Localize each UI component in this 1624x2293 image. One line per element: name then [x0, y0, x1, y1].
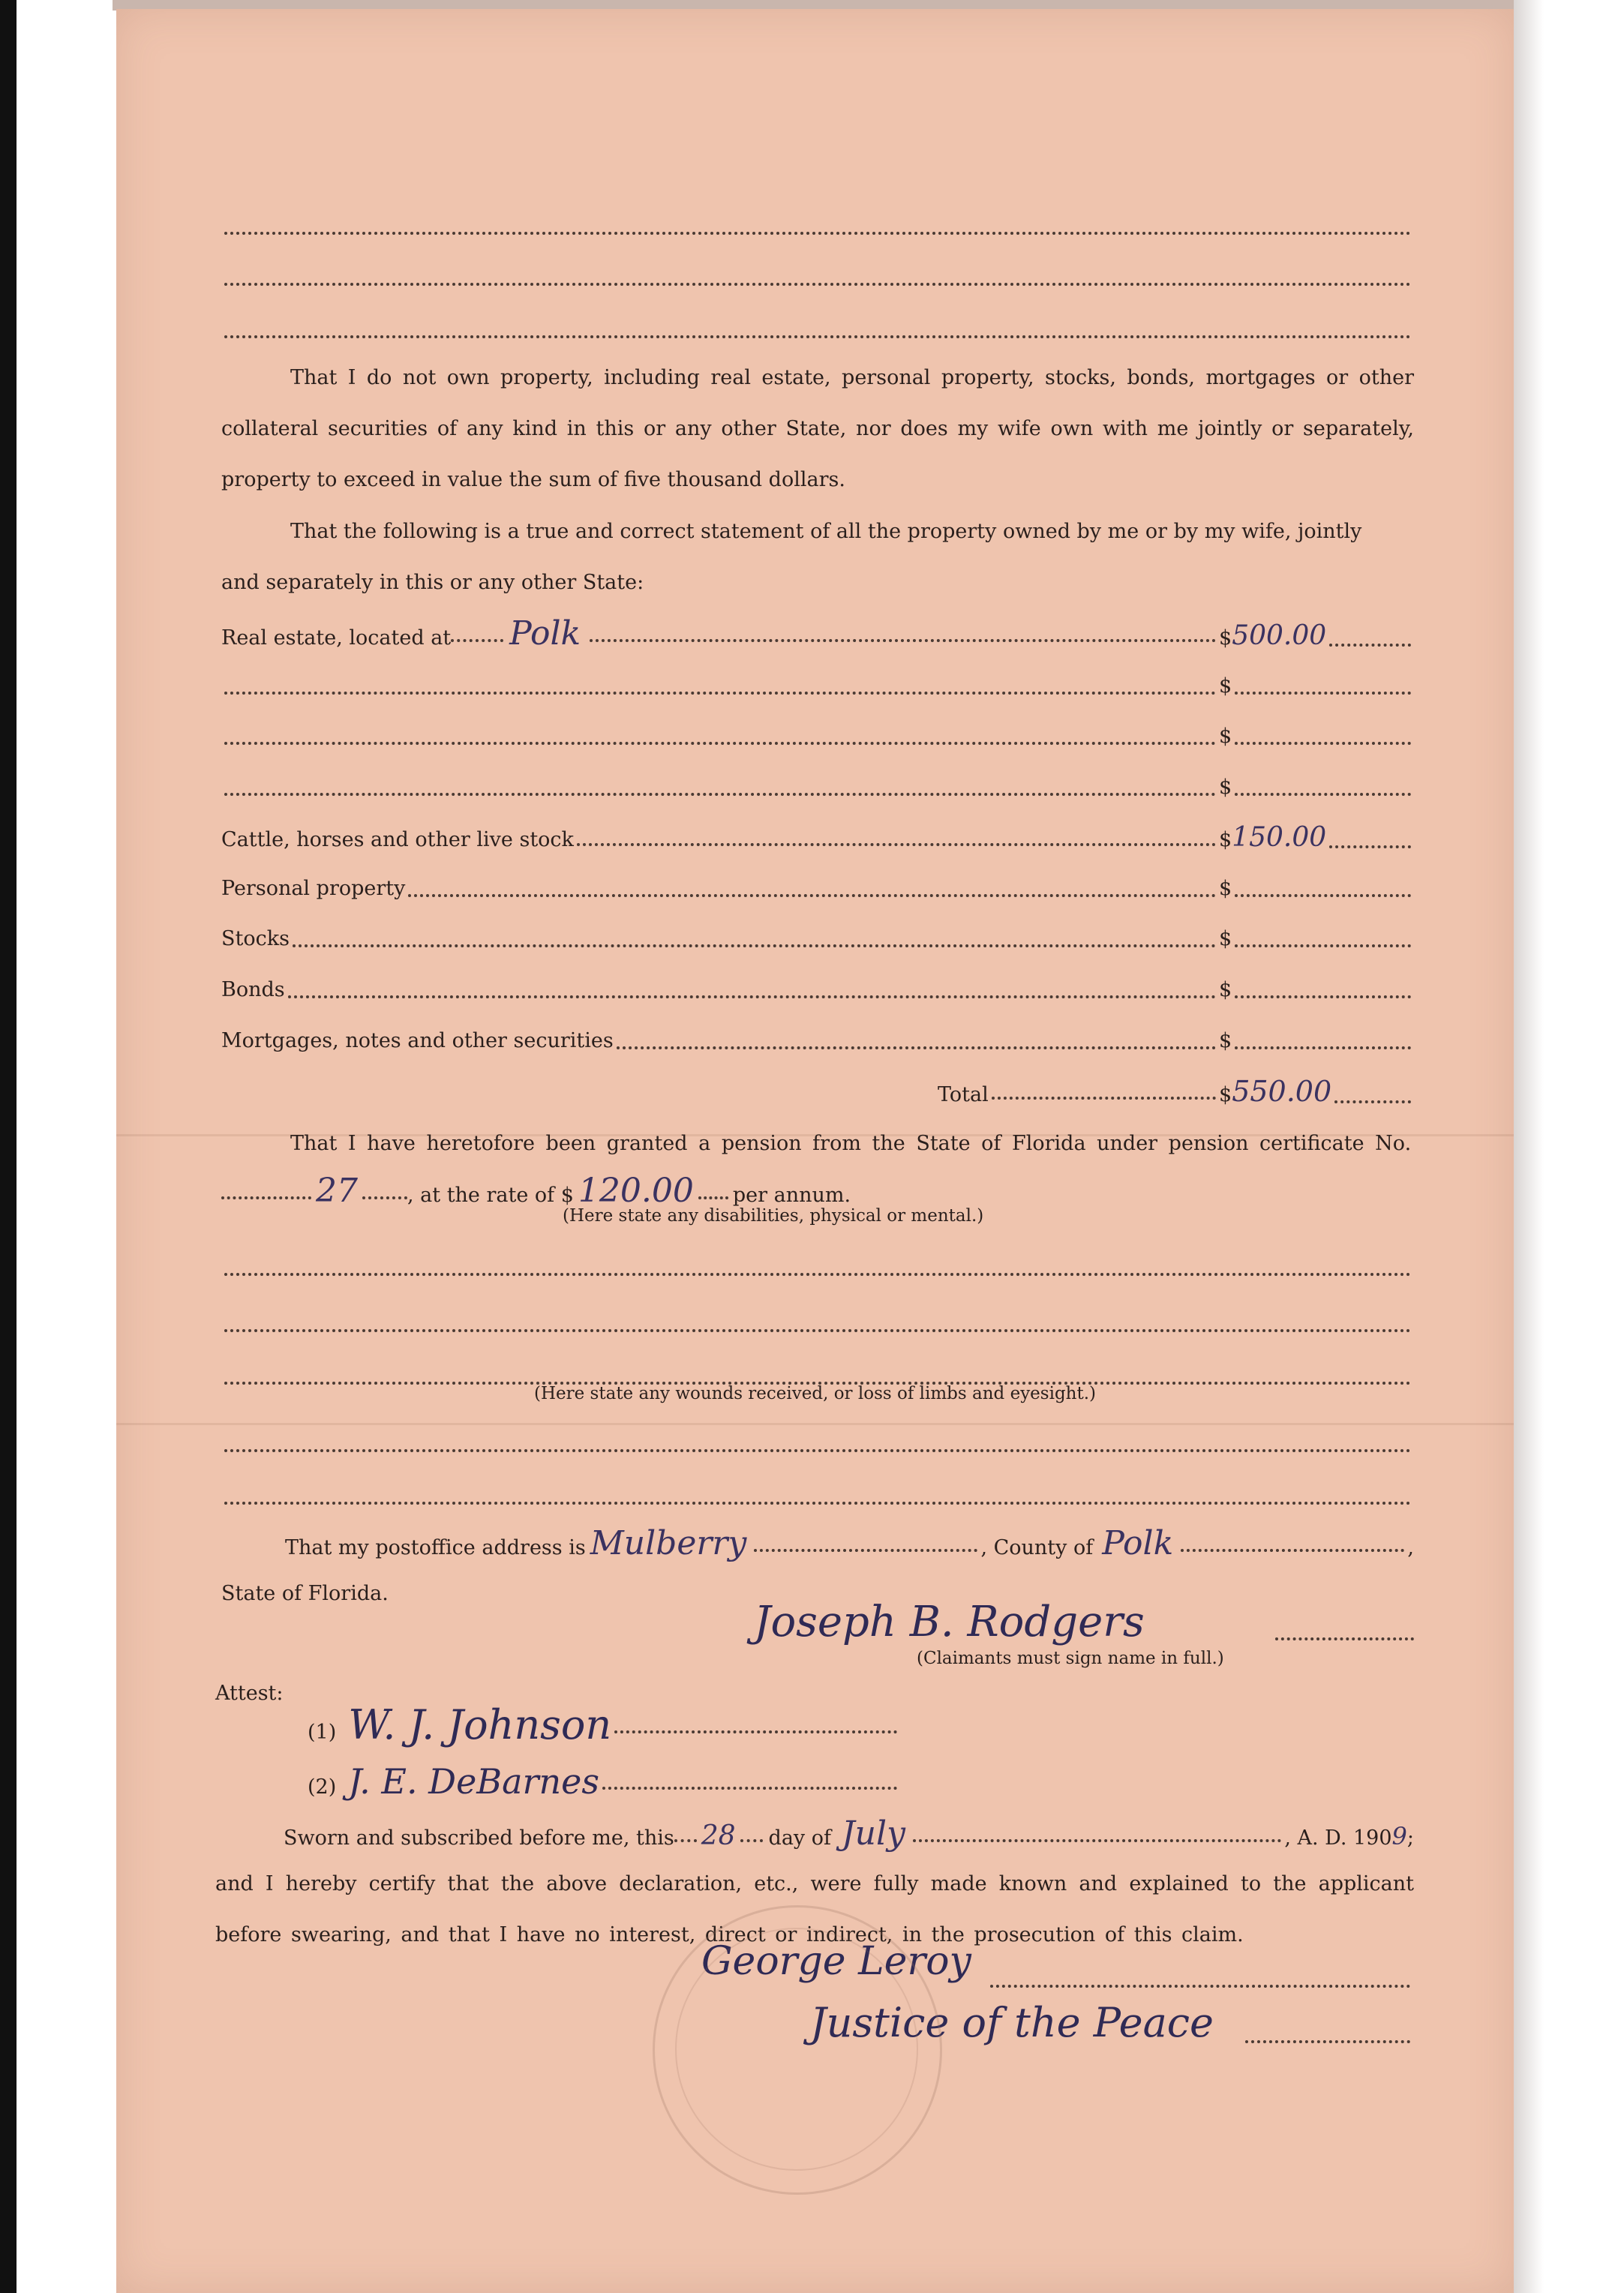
blank-line	[221, 1429, 1414, 1459]
property-blank-row	[221, 722, 1414, 752]
postoffice: Mulberry	[590, 1524, 747, 1562]
sworn-ad: , A. D. 190	[1284, 1826, 1392, 1850]
signature-line	[1275, 1637, 1414, 1640]
total-label: Total	[938, 1083, 989, 1106]
attest-label: Attest:	[215, 1682, 284, 1705]
stocks-label: Stocks	[221, 927, 290, 950]
sworn-prefix: Sworn and subscribed before me, this	[284, 1826, 674, 1850]
witness-1-row	[308, 1701, 900, 1748]
county-label: , County of	[980, 1536, 1094, 1559]
bonds-row	[221, 975, 1414, 1005]
real-estate-label: Real estate, located at	[221, 626, 452, 650]
official-signature: George Leroy	[701, 1939, 971, 1984]
cattle-row	[221, 823, 1414, 853]
total-row	[938, 1076, 1414, 1106]
stocks-row	[221, 924, 1414, 954]
witness-2-number: (2)	[308, 1775, 337, 1799]
claimant-signature: Joseph B. Rodgers	[754, 1598, 1145, 1646]
certificate-number: 27	[316, 1172, 358, 1210]
rate-prefix: , at the rate of $	[407, 1184, 574, 1207]
dollar-sign: $	[1219, 725, 1232, 748]
official-title-line	[1245, 2040, 1410, 2043]
pension-certificate-row	[221, 1172, 1414, 1210]
blank-line	[221, 263, 1414, 293]
county: Polk	[1102, 1524, 1174, 1562]
blank-line	[221, 1253, 1414, 1283]
scan-right-edge	[1514, 0, 1544, 2293]
statement-intro-line-1: That the following is a true and correct statement of all the property owned by me or by my wife, jointly	[290, 520, 1362, 543]
pension-granted-row	[290, 1129, 1414, 1159]
certify-text: and I hereby certify that the above declaration, etc., were fully made known and explained to the applicant before swearing, and that I have no interest, direct or indirect, in the prosecution of this claim.	[215, 1872, 1414, 1946]
sworn-month: July	[842, 1814, 905, 1853]
claimant-note: (Claimants must sign name in full.)	[917, 1649, 1224, 1668]
official-signature-line	[990, 1985, 1410, 1988]
dollar-sign: $	[1219, 674, 1232, 698]
statement-intro-line-2: and separately in this or any other State:	[221, 571, 644, 594]
personal-property-row	[221, 874, 1414, 904]
sworn-row: Sworn and subscribed before me, this 28 day of July , A. D. 190 9 ;	[284, 1814, 1414, 1853]
scan-border	[0, 0, 17, 2293]
state-line: State of Florida.	[221, 1582, 389, 1605]
real-estate-location: Polk	[509, 614, 581, 653]
cattle-amount: 150.00	[1232, 822, 1327, 853]
dollar-sign: $	[1219, 626, 1232, 650]
blank-line	[221, 1309, 1414, 1339]
address-row: That my postoffice address is Mulberry , County of Polk ,	[285, 1524, 1415, 1562]
cattle-label: Cattle, horses and other live stock	[221, 828, 574, 851]
total-amount: 550.00	[1232, 1075, 1332, 1108]
mortgages-label: Mortgages, notes and other securities	[221, 1029, 614, 1052]
personal-property-label: Personal property	[221, 877, 406, 900]
property-limit-text: That I do not own property, including real estate, personal property, stocks, bonds, mortgages or other collateral securities of any kind in this or any other State, nor does my wife own with me jointly or separately, property to exceed in value the sum of five thousand dollars.	[221, 366, 1414, 491]
mortgages-row	[221, 1026, 1414, 1056]
wounds-note: (Here state any wounds received, or loss of limbs and eyesight.)	[534, 1384, 1097, 1403]
official-title: Justice of the Peace	[810, 1999, 1214, 2046]
pension-granted-text: That I have heretofore been granted a pension from the State of Florida under pension certificate No.	[290, 1132, 1412, 1155]
sworn-day: 28	[701, 1820, 736, 1851]
real-estate-row	[221, 614, 1414, 653]
disabilities-note: (Here state any disabilities, physical or mental.)	[563, 1206, 984, 1226]
property-blank-row	[221, 671, 1414, 701]
property-limit-paragraph	[221, 353, 1414, 506]
embossed-seal-inner	[675, 1928, 918, 2171]
blank-line	[221, 315, 1414, 345]
dollar-sign: $	[1219, 1083, 1232, 1106]
postoffice-label: That my postoffice address is	[285, 1536, 586, 1559]
blank-line	[221, 212, 1414, 242]
dollar-sign: $	[1219, 978, 1232, 1001]
dollar-sign: $	[1219, 1029, 1232, 1052]
dollar-sign: $	[1219, 776, 1232, 799]
blank-line	[221, 1481, 1414, 1511]
property-blank-row	[221, 773, 1414, 803]
dollar-sign: $	[1219, 927, 1232, 950]
witness-2-row	[308, 1761, 900, 1802]
witness-1-signature: W. J. Johnson	[348, 1701, 612, 1748]
sworn-year-digit: 9	[1391, 1822, 1407, 1850]
rate-suffix: per annum.	[732, 1184, 851, 1207]
fold-crease	[116, 1423, 1514, 1425]
witness-1-number: (1)	[308, 1721, 337, 1744]
real-estate-amount: 500.00	[1232, 620, 1327, 651]
bonds-label: Bonds	[221, 978, 285, 1001]
statement-intro	[221, 506, 1414, 608]
dollar-sign: $	[1219, 828, 1232, 851]
pension-rate: 120.00	[578, 1172, 694, 1210]
witness-2-signature: J. E. DeBarnes	[348, 1761, 599, 1802]
dollar-sign: $	[1219, 877, 1232, 900]
sworn-day-of: day of	[768, 1826, 832, 1850]
